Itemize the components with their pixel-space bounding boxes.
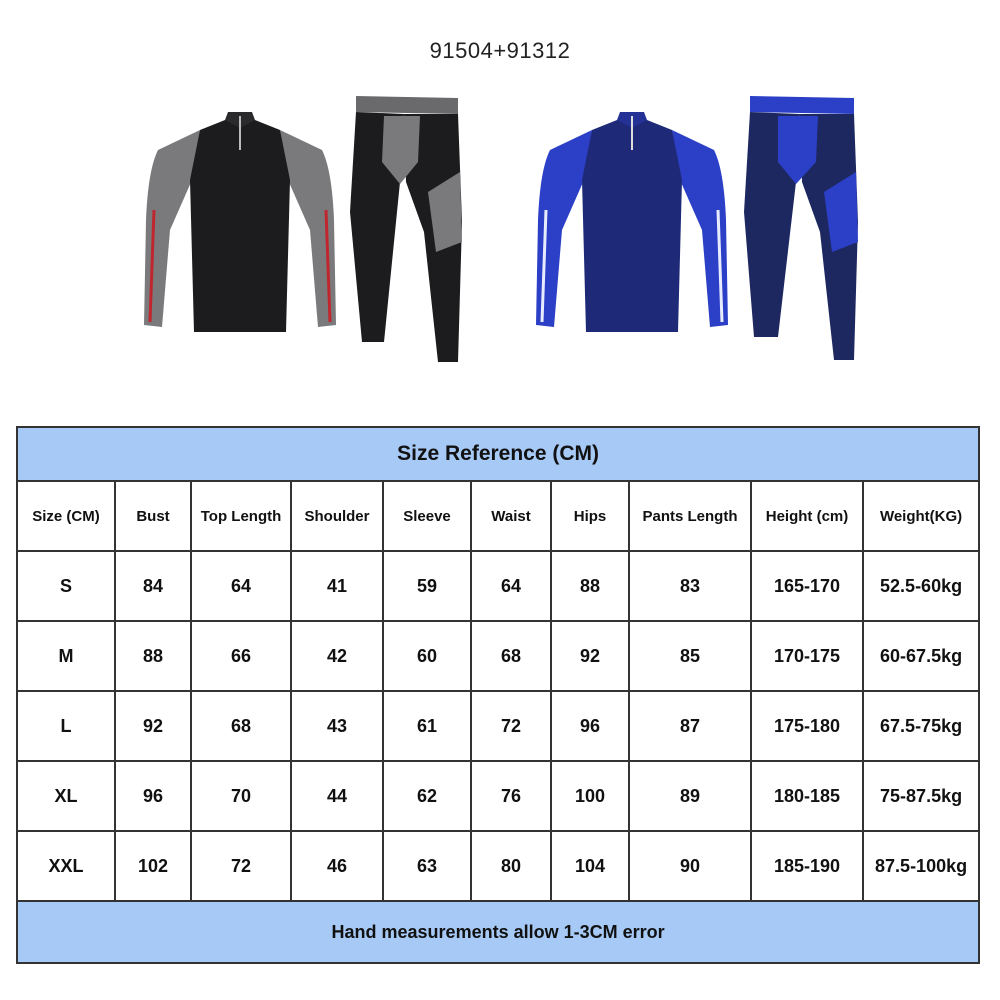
column-header: Pants Length	[629, 481, 751, 551]
table-cell: 90	[629, 831, 751, 901]
blue-top-image	[532, 110, 732, 340]
table-cell: 104	[551, 831, 629, 901]
table-cell: 88	[551, 551, 629, 621]
table-cell: 60	[383, 621, 471, 691]
grey-black-top-image	[140, 110, 340, 340]
table-cell: 72	[191, 831, 291, 901]
blue-pants-image	[738, 92, 868, 367]
table-cell: 87	[629, 691, 751, 761]
table-cell: 165-170	[751, 551, 863, 621]
table-cell: 70	[191, 761, 291, 831]
blue-pants-waistband	[750, 96, 854, 114]
table-row	[17, 691, 979, 761]
table-cell: 76	[471, 761, 551, 831]
table-cell: 61	[383, 691, 471, 761]
column-header: Bust	[115, 481, 191, 551]
table-cell: 63	[383, 831, 471, 901]
column-header: Weight(KG)	[863, 481, 979, 551]
table-cell: 170-175	[751, 621, 863, 691]
table-row	[17, 551, 979, 621]
table-cell: 96	[551, 691, 629, 761]
column-header: Hips	[551, 481, 629, 551]
column-header: Height (cm)	[751, 481, 863, 551]
table-row	[17, 761, 979, 831]
table-cell: 52.5-60kg	[863, 551, 979, 621]
table-cell: 42	[291, 621, 383, 691]
top-body	[190, 120, 290, 332]
table-cell: 75-87.5kg	[863, 761, 979, 831]
table-cell: 59	[383, 551, 471, 621]
table-footer-note: Hand measurements allow 1-3CM error	[17, 901, 979, 963]
product-images	[0, 80, 1000, 380]
table-cell: 89	[629, 761, 751, 831]
table-cell: 68	[471, 621, 551, 691]
table-cell: 46	[291, 831, 383, 901]
table-cell: 60-67.5kg	[863, 621, 979, 691]
product-code: 91504+91312	[429, 38, 571, 63]
table-cell: 92	[115, 691, 191, 761]
table-cell: 102	[115, 831, 191, 901]
table-cell: 83	[629, 551, 751, 621]
size-label-cell: M	[17, 621, 115, 691]
table-cell: 96	[115, 761, 191, 831]
table-cell: 88	[115, 621, 191, 691]
table-cell: 72	[471, 691, 551, 761]
table-header-row	[17, 481, 979, 551]
table-cell: 80	[471, 831, 551, 901]
table-cell: 85	[629, 621, 751, 691]
table-cell: 100	[551, 761, 629, 831]
table-cell: 64	[471, 551, 551, 621]
table-cell: 66	[191, 621, 291, 691]
column-header: Waist	[471, 481, 551, 551]
table-cell: 43	[291, 691, 383, 761]
table-footer-row	[17, 901, 979, 963]
table-cell: 185-190	[751, 831, 863, 901]
blue-top-body	[582, 120, 682, 332]
table-cell: 180-185	[751, 761, 863, 831]
table-title: Size Reference (CM)	[17, 427, 979, 481]
table-cell: 62	[383, 761, 471, 831]
size-chart	[16, 426, 978, 962]
size-label-cell: XL	[17, 761, 115, 831]
table-cell: 41	[291, 551, 383, 621]
column-header: Shoulder	[291, 481, 383, 551]
table-title-row	[17, 427, 979, 481]
column-header: Size (CM)	[17, 481, 115, 551]
size-label-cell: S	[17, 551, 115, 621]
pants-waistband	[356, 96, 458, 114]
table-cell: 92	[551, 621, 629, 691]
table-row	[17, 621, 979, 691]
column-header: Sleeve	[383, 481, 471, 551]
table-cell: 67.5-75kg	[863, 691, 979, 761]
table-cell: 175-180	[751, 691, 863, 761]
table-cell: 87.5-100kg	[863, 831, 979, 901]
grey-black-pants-image	[340, 92, 470, 367]
table-cell: 84	[115, 551, 191, 621]
table-row	[17, 831, 979, 901]
size-table	[16, 426, 980, 964]
table-cell: 44	[291, 761, 383, 831]
size-label-cell: XXL	[17, 831, 115, 901]
table-cell: 64	[191, 551, 291, 621]
size-label-cell: L	[17, 691, 115, 761]
column-header: Top Length	[191, 481, 291, 551]
table-cell: 68	[191, 691, 291, 761]
